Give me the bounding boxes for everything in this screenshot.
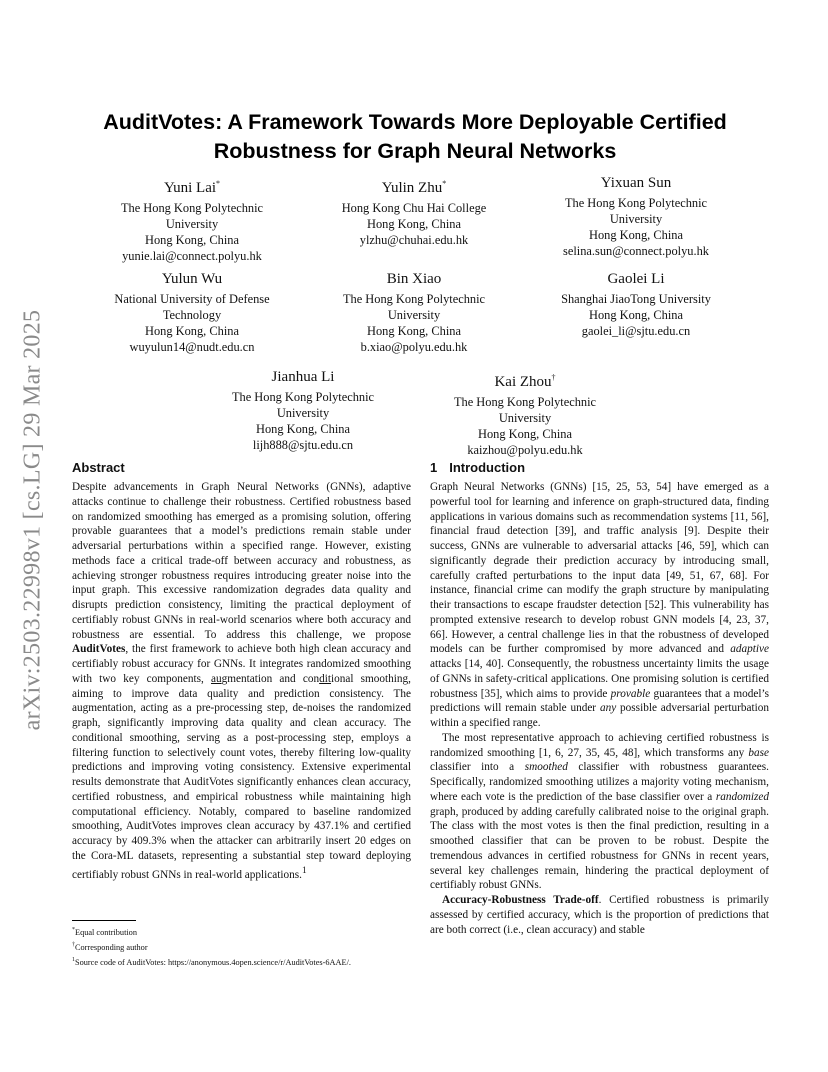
author-block <box>72 270 312 355</box>
author-email[interactable]: yunie.lai@connect.polyu.hk <box>122 249 262 263</box>
introduction-section <box>430 459 769 937</box>
author-block <box>516 174 756 259</box>
intro-paragraph-1: Graph Neural Networks (GNNs) [15, 25, 53, 54] have emerged as a powerful tool for learning and inference on graph-structured data, finding applications in various domains such as recommendation systems [11, 56], financial fraud detection [39], and traffic analysis [9]. Despite their success, GNNs are vulnerable to adversarial attacks [46, 59], which can significantly degrade their prediction accuracy by introducing small, carefully crafted perturbations to the input data [49, 51, 67, 68]. For instance, financial crime can modify the graph structure by manipulating their transactions to escape fraudster detection [52]. This vulnerability has prompted extensive research to develop robust GNN models [4, 23, 37, 66]. However, a central challenge lies in that the robustness of developed models can be further compromised by more advanced and adaptive attacks [14, 40]. Consequently, the robustness uncertainty limits the usage of GNNs in safety-critical applications. One promising solution is certified robustness [35], which aims to provide provable guarantees that a model’s predictions will remain stable under any possible adversarial perturbation within a specified range. <box>430 481 769 729</box>
intro-paragraph-3: Accuracy-Robustness Trade-off. Certified robustness is primarily assessed by certified accuracy, which is the proportion of predictions that are both correct (i.e., clean accuracy) and stable <box>430 894 769 936</box>
abstract-paragraph: Despite advancements in Graph Neural Networks (GNNs), adaptive attacks continue to challenge their robustness. Certified robustness based on randomized smoothing has emerged as a promising solution, offering provable guarantees that a model’s predictions remain stable under adversarial perturbations within a specified range. However, existing methods face a critical trade-off between accuracy and robustness, as achieving stronger robustness requires introducing greater noise into the input graph. This excessive randomization degrades data quality and disrupts prediction consistency, limiting the practical deployment of certifiably robust GNNs in real-world scenarios where both accuracy and robustness are essential. To address this challenge, we propose AuditVotes, the first framework to achieve both high clean accuracy and certifiably robust accuracy for GNNs. It integrates randomized smoothing with two key components, augmentation and conditional smoothing, aiming to improve data quality and prediction consistency. The augmentation, acting as a pre-processing step, de-noises the randomized graph, significantly improving data quality and clean accuracy. The conditional smoothing, serving as a post-processing step, employs a filtering function to selectively count votes, thereby filtering low-quality predictions and improving voting consistency. Extensive experimental results demonstrate that AuditVotes significantly enhances clean accuracy, certified robustness, and empirical robustness while maintaining high computational efficiency. Notably, compared to baseline randomized smoothing, AuditVotes improves clean accuracy by 437.1% and certified accuracy by 409.3% when the attacker can arbitrarily insert 20 edges on the Cora-ML datasets, representing a substantial step toward deploying certifiably robust GNNs in real-world applications.$^1$ <box>72 481 411 881</box>
author-affiliation: University <box>276 406 330 420</box>
author-block <box>294 174 534 248</box>
author-block <box>405 368 645 458</box>
author-affiliation: Hong Kong, China <box>589 228 683 242</box>
arxiv-sidebar-id <box>10 280 56 760</box>
intro-paragraph-2: The most representative approach to achieving certified robustness is randomized smoothing [1, 6, 27, 35, 45, 48], which transforms any base classifier into a smoothed classifier with robustness guarantees. Specifically, randomized smoothing utilizes a majority voting mechanism, where each vote is the prediction of the base classifier over a randomized graph, produced by adding carefully calibrated noise to the original graph. The class with the most votes is then the final prediction, resulting in a smoothed classifier that can be proven to be robust. Despite the tremendous advances in certified robustness for GNNs in recent years, several key challenges remain, hindering the practical deployment of certifiably robust GNNs. <box>430 731 769 892</box>
author-email[interactable]: selina.sun@connect.polyu.hk <box>563 244 709 258</box>
title-line-1: AuditVotes: A Framework Towards More Deployable Certified <box>103 110 727 134</box>
author-name: Jianhua Li <box>271 369 335 385</box>
author-affiliation: National University of Defense <box>114 292 270 306</box>
author-affiliation: University <box>387 308 441 322</box>
footnote-corresponding-author: †Corresponding author <box>72 941 148 952</box>
footnote-ref[interactable]: 1 <box>301 865 307 876</box>
footnote-source-code[interactable]: $^1$Source code of AuditVotes: https://anonymous.4open.science/r/AuditVotes-6AAE/. <box>72 956 351 967</box>
author-affiliation: Hong Kong Chu Hai College <box>341 201 487 215</box>
author-name: Yulin Zhu* <box>381 179 447 196</box>
author-email[interactable]: ylzhu@chuhai.edu.hk <box>359 233 469 247</box>
author-affiliation: University <box>609 212 663 226</box>
author-affiliation: Hong Kong, China <box>145 324 239 338</box>
author-email[interactable]: lijh888@sjtu.edu.cn <box>252 438 354 452</box>
author-affiliation: University <box>165 217 219 231</box>
author-block <box>516 270 756 339</box>
author-name: Gaolei Li <box>607 271 665 287</box>
author-block <box>72 174 312 264</box>
author-email[interactable]: b.xiao@polyu.edu.hk <box>360 340 468 354</box>
footnote-rule <box>72 920 136 921</box>
author-name: Yixuan Sun <box>600 175 672 191</box>
abstract-section <box>72 459 411 882</box>
author-affiliation: The Hong Kong Polytechnic <box>231 390 375 404</box>
footnote-equal-contribution: *Equal contribution <box>72 927 137 937</box>
author-name: Bin Xiao <box>386 271 442 287</box>
footnotes <box>72 920 411 968</box>
abstract-heading: Abstract <box>72 460 125 475</box>
author-affiliation: The Hong Kong Polytechnic <box>342 292 486 306</box>
author-affiliation: Shanghai JiaoTong University <box>561 292 711 306</box>
author-affiliation: Hong Kong, China <box>478 427 572 441</box>
author-email[interactable]: gaolei_li@sjtu.edu.cn <box>581 324 691 338</box>
author-affiliation: The Hong Kong Polytechnic <box>453 395 597 409</box>
author-affiliation: Hong Kong, China <box>145 233 239 247</box>
author-affiliation: Hong Kong, China <box>367 217 461 231</box>
author-affiliation: Technology <box>162 308 222 322</box>
author-affiliation: University <box>498 411 552 425</box>
author-affiliation: Hong Kong, China <box>256 422 350 436</box>
author-name: Yuni Lai* <box>163 179 221 196</box>
author-block <box>294 270 534 355</box>
author-block <box>183 368 423 453</box>
author-name: Yulun Wu <box>161 271 223 287</box>
author-affiliation: Hong Kong, China <box>589 308 683 322</box>
title-line-2: Robustness for Graph Neural Networks <box>213 139 617 163</box>
author-name: Kai Zhou† <box>494 373 556 390</box>
arxiv-id-text: arXiv:2503.22998v1 [cs.LG] 29 Mar 2025 <box>19 309 46 731</box>
author-affiliation: The Hong Kong Polytechnic <box>120 201 264 215</box>
author-affiliation: The Hong Kong Polytechnic <box>564 196 708 210</box>
author-email[interactable]: kaizhou@polyu.edu.hk <box>467 443 583 457</box>
introduction-heading: 1 Introduction <box>430 460 526 475</box>
author-email[interactable]: wuyulun14@nudt.edu.cn <box>129 340 255 354</box>
paper-title <box>70 108 760 166</box>
author-affiliation: Hong Kong, China <box>367 324 461 338</box>
